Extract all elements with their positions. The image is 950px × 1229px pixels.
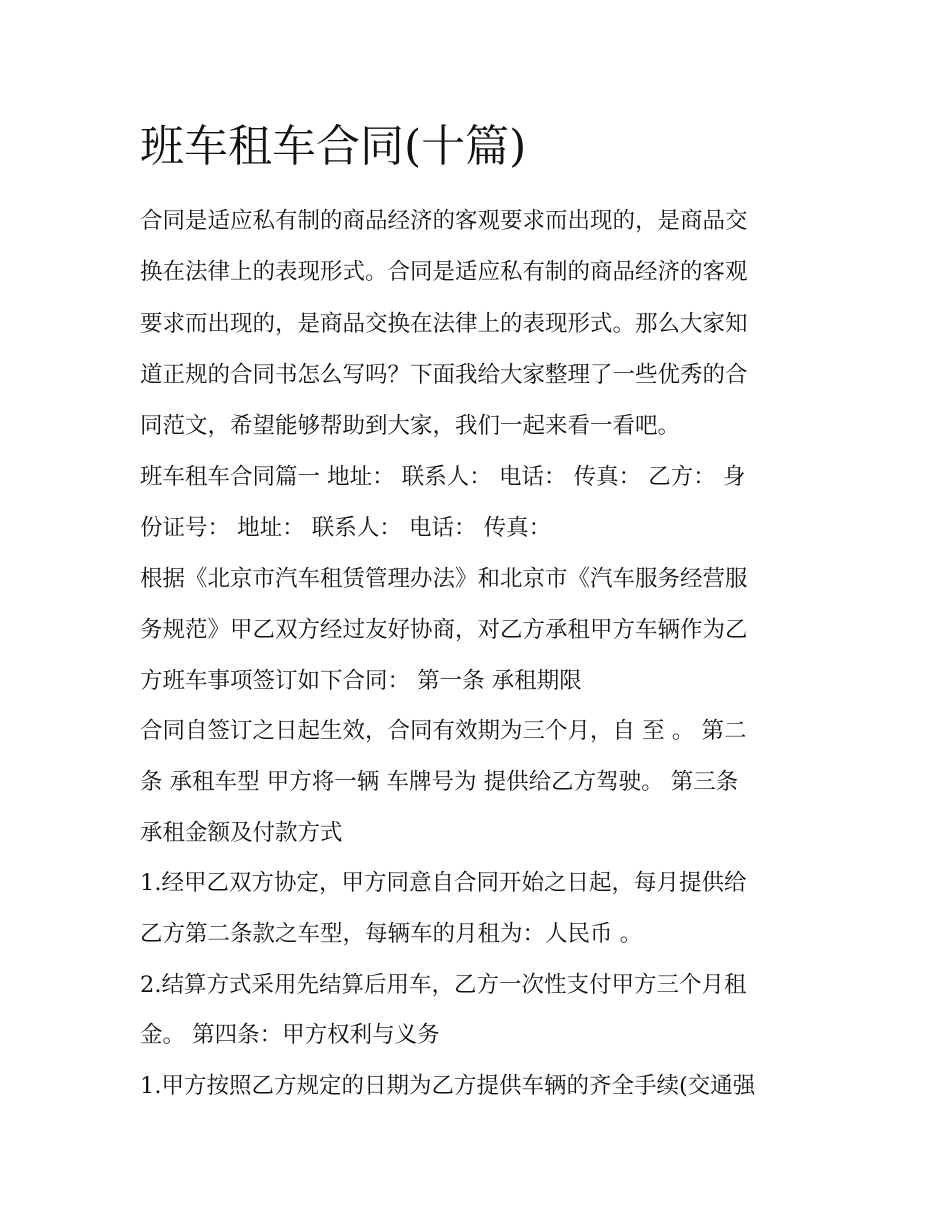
body-line: 同范文，希望能够帮助到大家，我们一起来看一看吧。 xyxy=(140,413,681,439)
body-line: 条 承租车型 甲方将一辆 车牌号为 提供给乙方驾驶。 第三条 xyxy=(140,769,739,795)
body-line: 务规范》甲乙双方经过友好协商，对乙方承租甲方车辆作为乙 xyxy=(140,617,748,643)
body-line: 1.经甲乙双方协定，甲方同意自合同开始之日起，每月提供给 xyxy=(140,870,747,896)
body-line: 合同是适应私有制的商品经济的客观要求而出现的，是商品交 xyxy=(140,208,748,234)
body-line: 承租金额及付款方式 xyxy=(140,820,343,846)
body-line: 道正规的合同书怎么写吗？下面我给大家整理了一些优秀的合 xyxy=(140,362,748,388)
body-line: 根据《北京市汽车租赁管理办法》和北京市《汽车服务经营服 xyxy=(140,566,748,592)
body-line: 要求而出现的，是商品交换在法律上的表现形式。那么大家知 xyxy=(140,311,748,337)
body-line: 换在法律上的表现形式。合同是适应私有制的商品经济的客观 xyxy=(140,259,748,285)
body-line: 1.甲方按照乙方规定的日期为乙方提供车辆的齐全手续(交通强 xyxy=(140,1073,756,1099)
body-line: 金。 第四条：甲方权利与义务 xyxy=(140,1022,440,1048)
body-line: 班车租车合同篇一 地址： 联系人： 电话： 传真： 乙方： 身 xyxy=(140,464,746,490)
body-line: 方班车事项签订如下合同： 第一条 承租期限 xyxy=(140,668,582,694)
body-line: 合同自签订之日起生效，合同有效期为三个月，自 至 。 第二 xyxy=(140,718,747,744)
body-line: 份证号： 地址： 联系人： 电话： 传真： xyxy=(140,515,552,541)
body-line: 乙方第二条款之车型，每辆车的月租为：人民币 。 xyxy=(140,921,643,947)
body-line: 2.结算方式采用先结算后用车，乙方一次性支付甲方三个月租 xyxy=(140,972,747,998)
document-title: 班车租车合同(十篇) xyxy=(140,121,527,172)
